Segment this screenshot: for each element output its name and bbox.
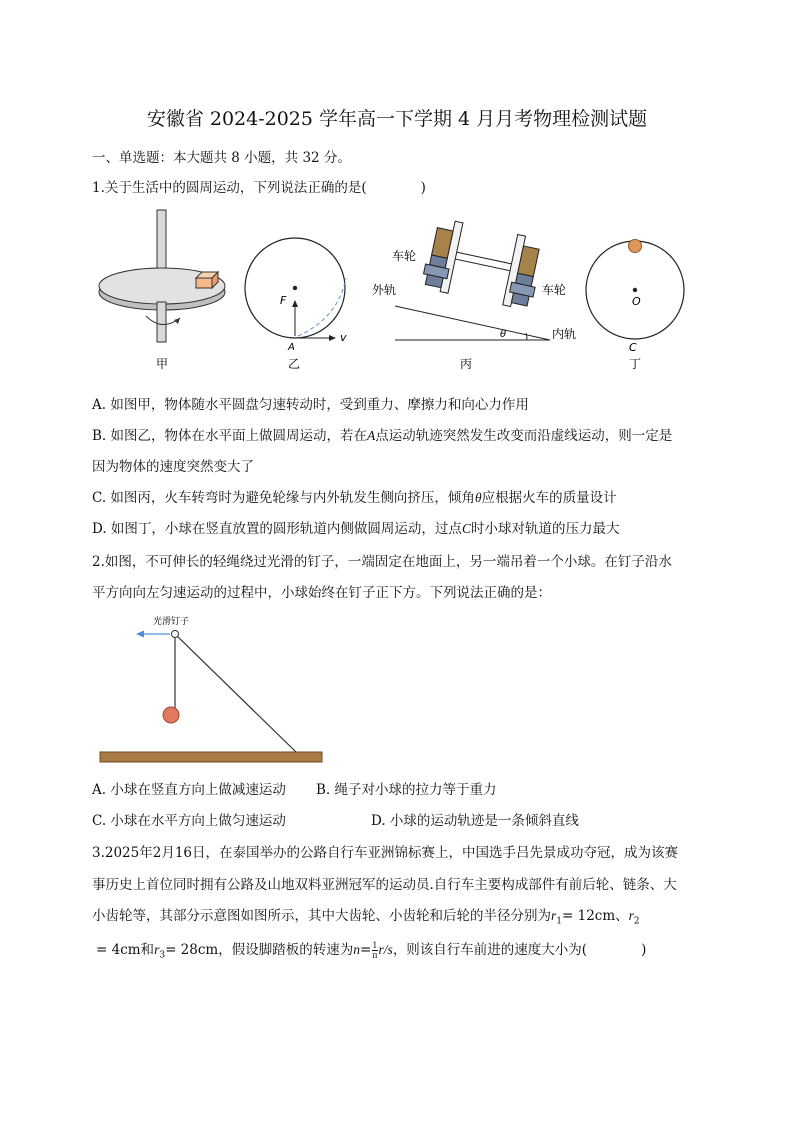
label-ding: 丁 — [629, 357, 642, 371]
label-v: v — [340, 331, 347, 344]
figure-jia — [99, 210, 225, 371]
fraction-1-over-pi: $\frac{1}{\pi}$ — [372, 941, 378, 960]
label-jia: 甲 — [156, 357, 169, 371]
q3-line3: 小齿轮等，其部分示意图如图所示，其中大齿轮、小齿轮和后轮的半径分别为$r_1= 12cm$、$r_2$ — [92, 908, 640, 927]
q3-line4: = 4cm和$r_3= 28cm$，假设脚踏板的转速为n= $\frac{1}{\pi}$ r/s，则该自行车前进的速度大小为( ) — [96, 941, 647, 961]
label-O: O — [632, 295, 641, 308]
label-theta: θ — [500, 329, 507, 340]
q1-figures — [90, 208, 710, 376]
section-heading: 一、单选题：本大题共 8 小题，共 32 分。 — [92, 150, 351, 166]
label-A: A — [288, 342, 295, 353]
q3-line1: 3.2025年2月16日，在泰国举办的公路自行车亚洲锦标赛上，中国选手吕先景成功夺冠，成为该赛 — [92, 845, 679, 861]
label-waigui: 外轨 — [372, 283, 397, 297]
q2-option-d: D. 小球的运动轨迹是一条倾斜直线 — [371, 813, 579, 829]
q2-option-c: C. 小球在水平方向上做匀速运动 — [92, 813, 286, 829]
q2-option-b: B. 绳子对小球的拉力等于重力 — [316, 782, 497, 798]
label-yi: 乙 — [288, 357, 301, 371]
q1-option-a: A. 如图甲，物体随水平圆盘匀速转动时，受到重力、摩擦力和向心力作用 — [92, 397, 529, 413]
label-nail: 光滑钉子 — [153, 617, 190, 627]
block-on-disc — [196, 272, 218, 288]
page-title: 安徽省 2024-2025 学年高一下学期 4 月月考物理检测试题 — [146, 108, 648, 130]
q1-option-d: D. 如图丁，小球在竖直放置的圆形轨道内侧做圆周运动，过点C时小球对轨道的压力最大 — [92, 521, 620, 537]
figure-bing — [372, 217, 576, 371]
label-C: C — [629, 341, 637, 354]
label-chelun-left: 车轮 — [392, 249, 417, 263]
q2-option-a: A. 小球在竖直方向上做减速运动 — [92, 782, 286, 798]
q1-stem: 1.关于生活中的圆周运动，下列说法正确的是( ) — [92, 180, 426, 196]
label-F: F — [280, 294, 287, 307]
q1-option-c: C. 如图丙，火车转弯时为避免轮缘与内外轨发生侧向挤压，倾角θ应根据火车的质量设计 — [92, 490, 617, 506]
q1-option-b-line2: 因为物体的速度突然变大了 — [92, 459, 254, 475]
q2-figure — [98, 610, 328, 768]
label-chelun-right: 车轮 — [542, 283, 567, 297]
label-bing: 丙 — [460, 357, 473, 371]
q2-stem-line2: 平方向向左匀速运动的过程中，小球始终在钉子正下方。下列说法正确的是： — [92, 585, 551, 601]
q1-option-b: B. 如图乙，物体在水平面上做圆周运动，若在A点运动轨迹突然发生改变而沿虚线运动，则一定是 — [92, 428, 673, 444]
q3-line2: 事历史上首位同时拥有公路及山地双料亚洲冠军的运动员.自行车主要构成部件有前后轮、链条、大 — [92, 877, 677, 893]
figure-yi — [245, 238, 347, 371]
q2-stem-line1: 2.如图，不可伸长的轻绳绕过光滑的钉子，一端固定在地面上，另一端吊着一个小球。在钉子沿水 — [92, 554, 672, 570]
figure-ding — [586, 240, 684, 372]
label-neigui: 内轨 — [552, 327, 577, 341]
